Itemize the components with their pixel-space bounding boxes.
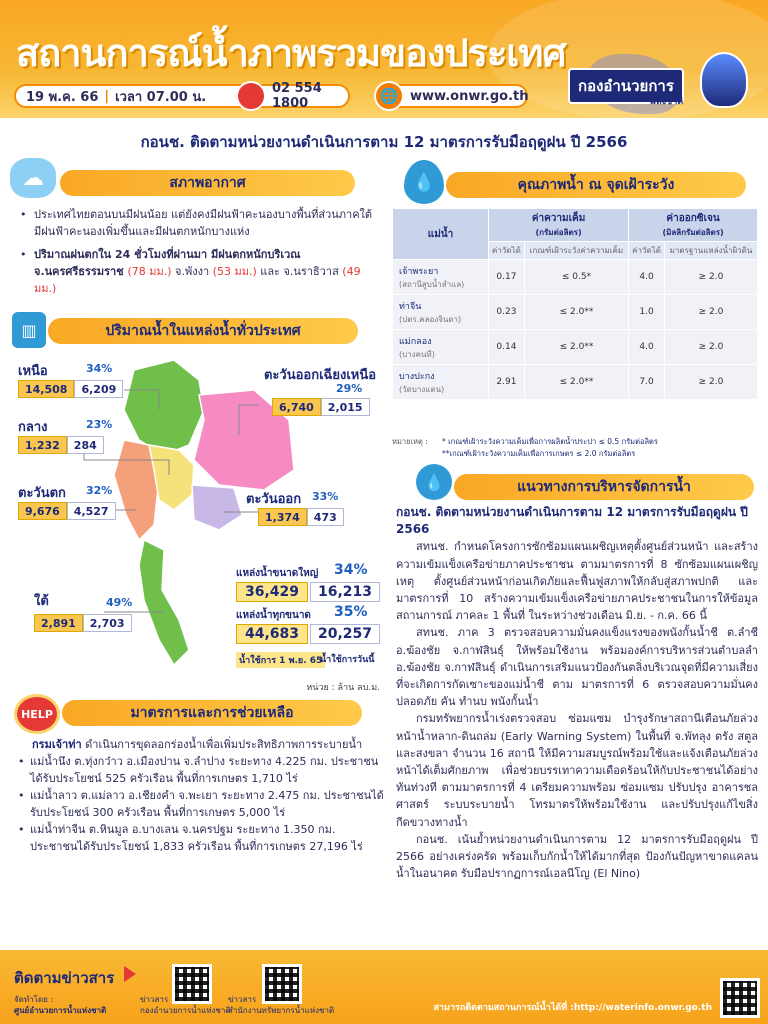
region-east-values (258, 508, 344, 526)
measures-dept: กรมเจ้าท่า (32, 738, 82, 751)
water-quality-notes (392, 436, 762, 460)
globe-icon: 🌐 (374, 81, 404, 111)
org-name: กองอำนวยการ (568, 68, 684, 104)
guide-paragraph: กรมทรัพยากรน้ำเร่งตรวจสอบ ซ่อมแซม บำรุงรักษาสถานีเตือนภัยล่วงหน้าน้ำหลาก-ดินถล่ม (Early Warning System) ในพื้นที่ จ.พัทลุง ตรัง สตูล และสงขลา จำนวน 16 สถานี ให้มีความสมบูรณ์พร้อมใช้และแจ้งเตือนภัยล่วงหน้าได้เต็มศักยภาพ เพื่อช่วยบรรเทาความเดือดร้อนให้กับประชาชนได้อย่างทันท่วงที ตามมาตรการที่ 4 เตรียมความพร้อม ซ่อมแซม ปรับปรุง อาคารชลศาสตร์ ระบบระบายน้ำ โทรมาตรให้พร้อมใช้งาน และปรับปรุงแก้ไขสิ่งกีดขวางทางน้ำ (396, 712, 758, 829)
region-central-total: 1,232 (18, 436, 67, 454)
phone-pill[interactable] (240, 81, 350, 111)
note-1: หมายเหตุ : * เกณฑ์เฝ้าระวังความเค็มเพื่อการผลิตน้ำประปา ≤ 0.5 กรัมต่อลิตร (392, 437, 658, 446)
col-salinity-header: ค่าความเค็ม (กรัมต่อลิตร) (489, 209, 629, 242)
salinity-criteria: ≤ 2.0** (524, 365, 628, 400)
river-name: เจ้าพระยา (สถานีสูบน้ำสำแล) (393, 260, 489, 295)
oxygen-standard: ≥ 2.0 (664, 330, 757, 365)
measure-item: • แม่น้ำลาว ต.แม่ลาว อ.เชียงคำ จ.พะเยา ระยะทาง 2.475 กม. ประชาชนได้รับประโยชน์ 300 ครัวเรือน พื้นที่การเกษตร 5,000 ไร่ (14, 787, 384, 821)
large-reservoir-usable: 16,213 (310, 582, 380, 602)
region-south-label: ใต้ (34, 594, 49, 609)
region-west-values (18, 502, 116, 520)
region-north-pct: 34% (86, 362, 113, 375)
help-badge-icon: HELP (14, 694, 60, 734)
qr-code-1-icon[interactable] (172, 964, 212, 1004)
region-south-values (34, 614, 132, 632)
website-url: www.onwr.go.th (410, 88, 529, 104)
sub-ox-measured: ค่าวัดได้ (629, 242, 665, 260)
measure-item: • แม่น้ำท่าจีน ต.หินมูล อ.บางเลน จ.นครปฐม ระยะทาง 1.350 กม. ประชาชนได้รับประโยชน์ 1,833 ครัวเรือน พื้นที่การเกษตร 27,196 ไร่ (14, 821, 384, 855)
all-reservoir-label: แหล่งน้ำทุกขนาด (236, 610, 311, 621)
guide-heading: แนวทางการบริหารจัดการน้ำ (454, 474, 754, 500)
region-east-usable: 473 (307, 508, 344, 526)
col-oxygen-header: ค่าออกซิเจน (มิลลิกรัมต่อลิตร) (629, 209, 758, 242)
oxygen-value: 4.0 (629, 330, 665, 365)
salinity-value: 0.17 (489, 260, 525, 295)
large-reservoir-pct: 34% (334, 562, 368, 578)
guide-paragraph: สทนช. กำหนดโครงการซักซ้อมแผนเผชิญเหตุตั้งศูนย์ส่วนหน้า และสร้างความเข้มแข็งเครือข่ายภาคประชาชน ตามมาตรการที่ 8 ซักซ้อมแผนเผชิญเหตุ ตั้งศูนย์ส่วนหน้าก่อนเกิดภัยและฟื้นฟูสภาพให้กลับสู่สภาพปกติ และมาตรการที่ 10 สร้างความเข้มแข็งเครือข่ายภาคประชาชนในการให้ข้อมูลสถานการณ์ ภาคละ 1 พื้นที่ ในระหว่างช่วงเดือน มิ.ย. - ก.ค. 66 นี้ (396, 540, 758, 623)
region-west-label: ตะวันตก (18, 486, 66, 501)
salinity-value: 0.23 (489, 295, 525, 330)
main-subtitle: กอนช. ติดตามหน่วยงานดำเนินการตาม 12 มาตรการรับมือฤดูฝน ปี 2566 (140, 133, 628, 151)
rain-value-1: (78 มม.) (127, 265, 172, 278)
water-drop-icon: 💧 (404, 160, 444, 204)
salinity-value-alert: 2.91 (489, 365, 525, 400)
news-link-1[interactable]: ข่าวสาร กองอำนวยการน้ำแห่งชาติ (140, 995, 231, 1015)
date-text: 19 พ.ค. 66 (26, 89, 99, 105)
water-tank-icon: ▥ (12, 312, 46, 348)
header-banner (0, 0, 768, 118)
region-east-label: ตะวันออก (246, 492, 302, 507)
separator: | (104, 88, 110, 104)
guide-paragraph: สทนช. ภาค 3 ตรวจสอบความมั่นคงแข็งแรงของพนังกั้นน้ำชี ต.ลำชี อ.ฆ้องชัย จ.กาฬสินธุ์ ให้พร้อมใช้งาน พร้อมองค์การบริหารส่วนตำบลลำ อ.ฆ้องชัย จ.กาฬสินธุ์ ดำเนินการเสริมแนวป้องกันตลิ่งบริเวณจุดที่มีความเสี่ยงที่จะเกิดการกัดเซาะของแม่น้ำชี ตาม มาตรการที่ 6 ตรวจสอบความมั่นคงปลอดภัย คัน ทำนบ พนังกั้นน้ำ (396, 626, 758, 709)
water-drop-emblem-icon (700, 52, 748, 108)
river-name: บางปะกง (วัดบางแตน) (393, 365, 489, 400)
region-northeast-total: 6,740 (272, 398, 321, 416)
region-north-usable: 6,209 (74, 380, 123, 398)
water-quality-table (392, 208, 758, 400)
phone-number: 02 554 1800 (272, 81, 322, 111)
measure-item: • แม่น้ำนึง ต.ทุ่งกว๋าว อ.เมืองปาน จ.ลำปาง ระยะทาง 4.225 กม. ประชาชนได้รับประโยชน์ 525 ครัวเรือน พื้นที่การเกษตร 1,710 ไร่ (14, 753, 384, 787)
qr-code-2-icon[interactable] (262, 964, 302, 1004)
region-south-pct: 49% (106, 596, 133, 609)
oxygen-standard: ≥ 2.0 (664, 365, 757, 400)
table-row (393, 365, 758, 400)
water-quality-heading: คุณภาพน้ำ ณ จุดเฝ้าระวัง (446, 172, 746, 198)
measures-lead: กรมเจ้าท่า ดำเนินการขุดลอกร่องน้ำเพื่อเพิ่มประสิทธิภาพการระบายน้ำ (32, 738, 363, 751)
weather-list (20, 206, 375, 303)
note-2: **เกณฑ์เฝ้าระวังความเค็มเพื่อการเกษตร ≤ 2.0 กรัมต่อลิตร (442, 449, 636, 458)
large-reservoir-total: 36,429 (236, 582, 308, 602)
website-pill[interactable] (378, 84, 528, 108)
news-link-2[interactable]: ข่าวสาร สำนักงานทรัพยากรน้ำแห่งชาติ (228, 995, 335, 1015)
guide-paragraph: กอนช. เน้นย้ำหน่วยงานดำเนินการตาม 12 มาตรการรับมือฤดูฝน ปี 2566 อย่างเคร่งครัด พร้อมเก็บกักน้ำให้ได้มากที่สุด ป้องกันปัญหาขาดแคลนน้ำในอนาคต รับมือปรากฏการณ์เอลนีโญ (El Nino) (396, 832, 758, 881)
unit-note: หน่วย : ล้าน ลบ.ม. (306, 683, 380, 693)
weather-bullet-1: • ประเทศไทยตอนบนมีฝนน้อย แต่ยังคงมีฝนฟ้าคะนองบางพื้นที่ส่วนภาคใต้มีฝนฟ้าคะนองเพิ่มขึ้นและมีฝนตกหนักบางแห่ง (20, 206, 375, 240)
table-row (393, 295, 758, 330)
region-west-total: 9,676 (18, 502, 67, 520)
region-east-total: 1,374 (258, 508, 307, 526)
region-central-label: กลาง (18, 420, 48, 435)
oxygen-value: 1.0 (629, 295, 665, 330)
measures-content (14, 736, 384, 855)
faucet-drop-icon: 💧 (416, 464, 452, 500)
region-south-usable: 2,703 (83, 614, 132, 632)
made-by: จัดทำโดย : ศูนย์อำนวยการน้ำแห่งชาติ (14, 995, 107, 1015)
guide-content (396, 504, 758, 882)
region-northeast-values (272, 398, 370, 416)
measures-list (14, 753, 384, 855)
region-northeast-usable: 2,015 (321, 398, 370, 416)
footer-url[interactable]: สามารถติดตามสถานการณ์น้ำได้ที่ :http://waterinfo.onwr.go.th (433, 1003, 712, 1013)
region-east-pct: 33% (312, 490, 339, 503)
all-reservoir-total: 44,683 (236, 624, 308, 644)
river-name: ท่าจีน (ปตร.คลองจินดา) (393, 295, 489, 330)
salinity-value: 0.14 (489, 330, 525, 365)
follow-news-label: ติดตามข่าวสาร (14, 969, 115, 987)
weather-bullet-2: • ปริมาณฝนตกใน 24 ชั่วโมงที่ผ่านมา มีฝนตกหนักบริเวณ จ.นครศรีธรรมราช (78 มม.) จ.พังงา (53 มม.) และ จ.นราธิวาส (49 มม.) (20, 246, 375, 297)
region-south-total: 2,891 (34, 614, 83, 632)
org-logo (568, 52, 748, 112)
reservoir-map (14, 350, 384, 693)
salinity-criteria: ≤ 2.0** (524, 295, 628, 330)
region-west-pct: 32% (86, 484, 113, 497)
region-central-values (18, 436, 104, 454)
rain-value-2: (53 มม.) (212, 265, 257, 278)
oxygen-value: 7.0 (629, 365, 665, 400)
oxygen-standard: ≥ 2.0 (664, 295, 757, 330)
region-northeast-pct: 29% (336, 382, 363, 395)
measures-heading: มาตรการและการช่วยเหลือ (62, 700, 362, 726)
oxygen-value: 4.0 (629, 260, 665, 295)
reservoir-heading: ปริมาณน้ำในแหล่งน้ำทั่วประเทศ (48, 318, 358, 344)
phone-icon: ☎ (236, 81, 266, 111)
salinity-criteria: ≤ 0.5* (524, 260, 628, 295)
all-reservoir-pct: 35% (334, 604, 368, 620)
region-northeast-label: ตะวันออกเฉียงเหนือ (264, 368, 377, 383)
play-arrow-icon (124, 966, 136, 982)
oxygen-standard: ≥ 2.0 (664, 260, 757, 295)
region-north-total: 14,508 (18, 380, 74, 398)
salinity-criteria: ≤ 2.0** (524, 330, 628, 365)
region-north-values (18, 380, 123, 398)
large-reservoir-label: แหล่งน้ำขนาดใหญ่ (236, 568, 319, 579)
org-subname: แห่งชาติ (650, 97, 684, 107)
table-row (393, 260, 758, 295)
guide-title: กอนช. ติดตามหน่วยงานดำเนินการตาม 12 มาตรการรับมือฤดูฝน ปี 2566 (396, 505, 748, 537)
rain-value-3: (49 มม.) (34, 265, 361, 295)
usable-nov-label: น้ำใช้การ 1 พ.ย. 65 (236, 652, 325, 668)
cloud-sun-icon: ☁ (10, 158, 56, 198)
weather-heading: สภาพอากาศ (60, 170, 355, 196)
region-central-usable: 284 (67, 436, 104, 454)
qr-code-3-icon[interactable] (720, 978, 760, 1018)
usable-today-label: น้ำใช้การวันนี้ (320, 655, 375, 665)
table-row (393, 330, 758, 365)
col-river-header: แม่น้ำ (393, 209, 489, 260)
region-west-usable: 4,527 (67, 502, 116, 520)
river-name: แม่กลอง (บางคนที) (393, 330, 489, 365)
sub-ox-std: มาตรฐานแหล่งน้ำผิวดิน (664, 242, 757, 260)
date-time-pill (14, 84, 254, 108)
time-text: เวลา 07.00 น. (115, 89, 207, 105)
region-north-label: เหนือ (18, 364, 48, 379)
all-reservoir-usable: 20,257 (310, 624, 380, 644)
region-central-pct: 23% (86, 418, 113, 431)
sub-sal-measured: ค่าวัดได้ (489, 242, 525, 260)
page-title: สถานการณ์น้ำภาพรวมของประเทศ (16, 31, 566, 75)
sub-sal-criteria: เกณฑ์เฝ้าระวังค่าความเค็ม (524, 242, 628, 260)
